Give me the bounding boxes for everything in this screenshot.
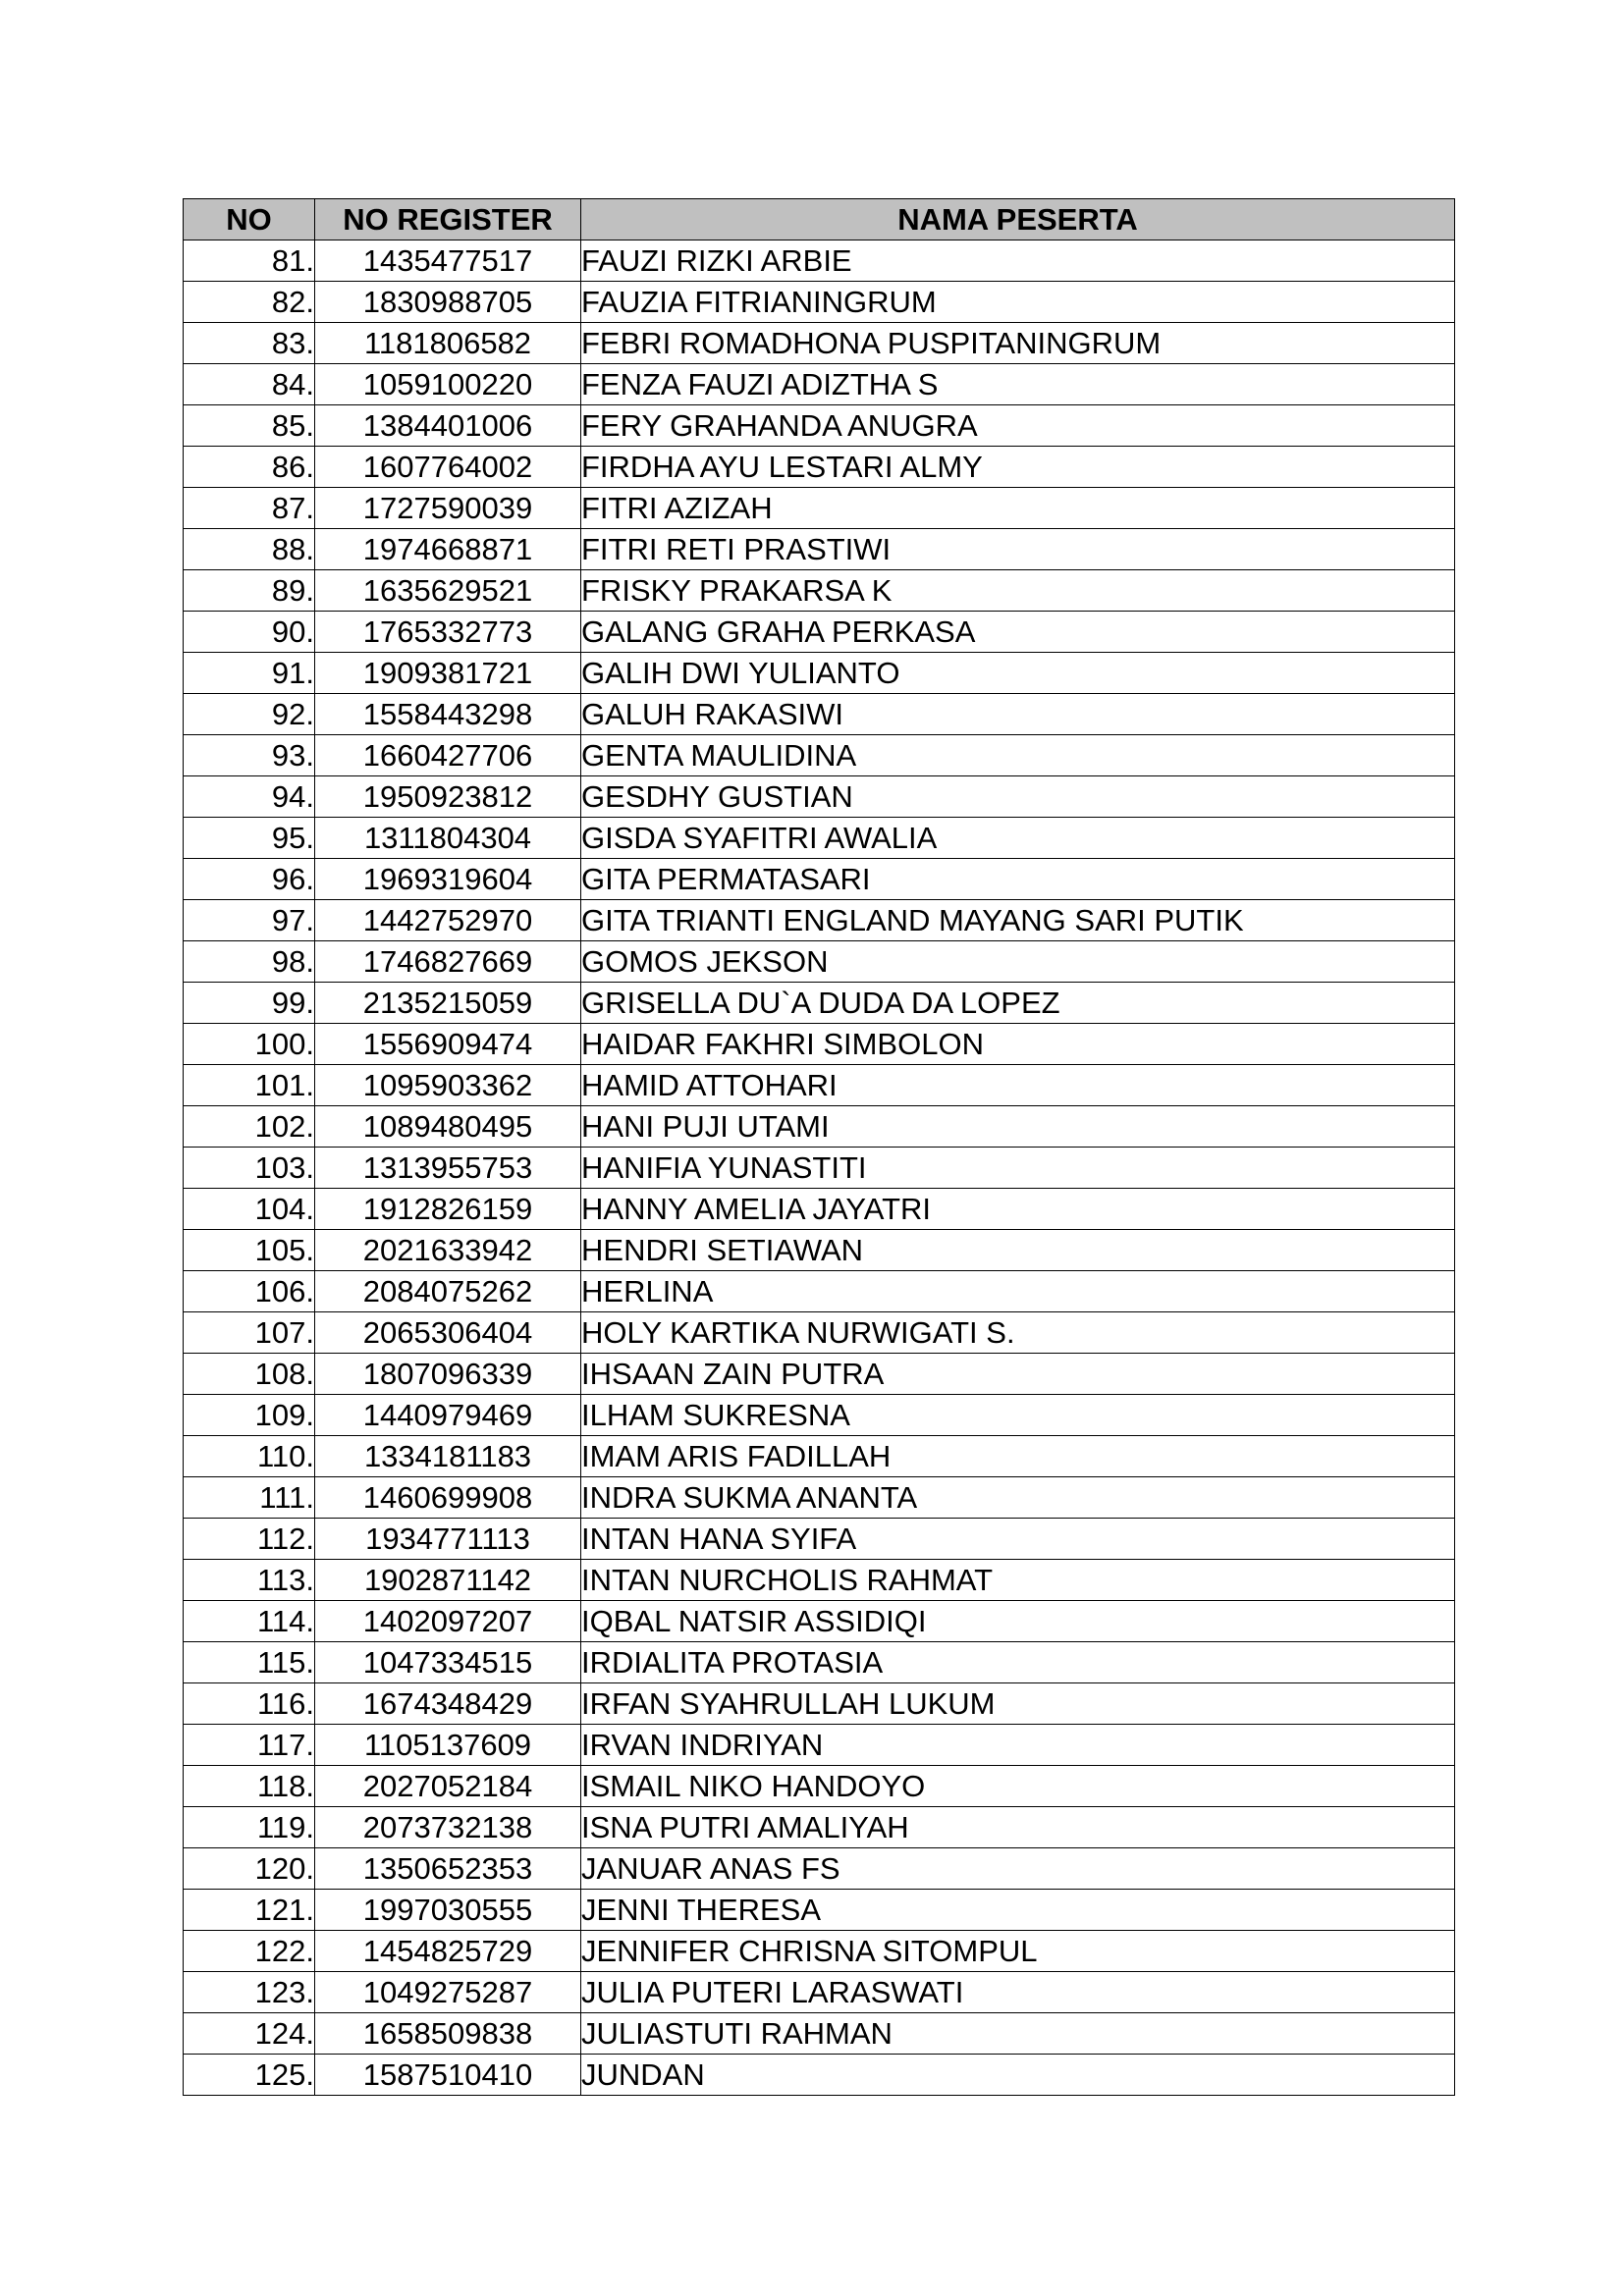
register-number: 2021633942 bbox=[315, 1230, 581, 1271]
row-number: 95. bbox=[184, 818, 315, 859]
participant-name: JUNDAN bbox=[581, 2055, 1455, 2096]
table-row bbox=[184, 2013, 1455, 2055]
participant-name: GALIH DWI YULIANTO bbox=[581, 653, 1455, 694]
row-number: 115. bbox=[184, 1642, 315, 1683]
header-register: NO REGISTER bbox=[315, 199, 581, 240]
participant-name: GOMOS JEKSON bbox=[581, 941, 1455, 983]
participant-name: GISDA SYAFITRI AWALIA bbox=[581, 818, 1455, 859]
register-number: 1181806582 bbox=[315, 323, 581, 364]
participant-name: HANIFIA YUNASTITI bbox=[581, 1148, 1455, 1189]
row-number: 118. bbox=[184, 1766, 315, 1807]
participant-name: HANI PUJI UTAMI bbox=[581, 1106, 1455, 1148]
register-number: 1313955753 bbox=[315, 1148, 581, 1189]
register-number: 1969319604 bbox=[315, 859, 581, 900]
register-number: 1059100220 bbox=[315, 364, 581, 405]
participant-name: FAUZI RIZKI ARBIE bbox=[581, 240, 1455, 282]
table-row bbox=[184, 1848, 1455, 1890]
table-row bbox=[184, 323, 1455, 364]
table-row bbox=[184, 694, 1455, 735]
row-number: 99. bbox=[184, 983, 315, 1024]
participant-name: GENTA MAULIDINA bbox=[581, 735, 1455, 776]
participant-name: GITA PERMATASARI bbox=[581, 859, 1455, 900]
register-number: 1049275287 bbox=[315, 1972, 581, 2013]
table-row bbox=[184, 1972, 1455, 2013]
participant-name: GITA TRIANTI ENGLAND MAYANG SARI PUTIK bbox=[581, 900, 1455, 941]
row-number: 88. bbox=[184, 529, 315, 570]
table-row bbox=[184, 529, 1455, 570]
row-number: 123. bbox=[184, 1972, 315, 2013]
row-number: 98. bbox=[184, 941, 315, 983]
table-row bbox=[184, 488, 1455, 529]
participant-name: GESDHY GUSTIAN bbox=[581, 776, 1455, 818]
table-row bbox=[184, 1642, 1455, 1683]
table-row bbox=[184, 1106, 1455, 1148]
table-row bbox=[184, 1271, 1455, 1312]
register-number: 1384401006 bbox=[315, 405, 581, 447]
register-number: 1674348429 bbox=[315, 1683, 581, 1725]
participant-name: FENZA FAUZI ADIZTHA S bbox=[581, 364, 1455, 405]
participant-name: HENDRI SETIAWAN bbox=[581, 1230, 1455, 1271]
row-number: 117. bbox=[184, 1725, 315, 1766]
participant-table bbox=[183, 198, 1455, 2096]
participant-name: JULIASTUTI RAHMAN bbox=[581, 2013, 1455, 2055]
participant-name: HERLINA bbox=[581, 1271, 1455, 1312]
row-number: 87. bbox=[184, 488, 315, 529]
register-number: 1807096339 bbox=[315, 1354, 581, 1395]
row-number: 106. bbox=[184, 1271, 315, 1312]
table-row bbox=[184, 1354, 1455, 1395]
participant-name: GRISELLA DU`A DUDA DA LOPEZ bbox=[581, 983, 1455, 1024]
table-row bbox=[184, 1683, 1455, 1725]
table-row bbox=[184, 900, 1455, 941]
row-number: 119. bbox=[184, 1807, 315, 1848]
table-row bbox=[184, 776, 1455, 818]
participant-name: ISMAIL NIKO HANDOYO bbox=[581, 1766, 1455, 1807]
participant-name: FIRDHA AYU LESTARI ALMY bbox=[581, 447, 1455, 488]
row-number: 114. bbox=[184, 1601, 315, 1642]
table-row bbox=[184, 1230, 1455, 1271]
row-number: 113. bbox=[184, 1560, 315, 1601]
participant-name: JENNIFER CHRISNA SITOMPUL bbox=[581, 1931, 1455, 1972]
participant-name: FAUZIA FITRIANINGRUM bbox=[581, 282, 1455, 323]
register-number: 1089480495 bbox=[315, 1106, 581, 1148]
register-number: 2135215059 bbox=[315, 983, 581, 1024]
table-row bbox=[184, 1024, 1455, 1065]
row-number: 120. bbox=[184, 1848, 315, 1890]
row-number: 101. bbox=[184, 1065, 315, 1106]
participant-name: IRVAN INDRIYAN bbox=[581, 1725, 1455, 1766]
register-number: 1997030555 bbox=[315, 1890, 581, 1931]
register-number: 1460699908 bbox=[315, 1477, 581, 1519]
table-row bbox=[184, 2055, 1455, 2096]
row-number: 89. bbox=[184, 570, 315, 612]
table-row bbox=[184, 653, 1455, 694]
table-row bbox=[184, 1931, 1455, 1972]
row-number: 124. bbox=[184, 2013, 315, 2055]
table-row bbox=[184, 1807, 1455, 1848]
register-number: 1402097207 bbox=[315, 1601, 581, 1642]
participant-name: HOLY KARTIKA NURWIGATI S. bbox=[581, 1312, 1455, 1354]
register-number: 1442752970 bbox=[315, 900, 581, 941]
participant-name: JULIA PUTERI LARASWATI bbox=[581, 1972, 1455, 2013]
row-number: 84. bbox=[184, 364, 315, 405]
register-number: 1909381721 bbox=[315, 653, 581, 694]
table-row bbox=[184, 941, 1455, 983]
participant-name: HANNY AMELIA JAYATRI bbox=[581, 1189, 1455, 1230]
participant-name: FRISKY PRAKARSA K bbox=[581, 570, 1455, 612]
participant-name: GALANG GRAHA PERKASA bbox=[581, 612, 1455, 653]
table-row bbox=[184, 983, 1455, 1024]
table-row bbox=[184, 1519, 1455, 1560]
register-number: 2065306404 bbox=[315, 1312, 581, 1354]
table-row bbox=[184, 405, 1455, 447]
register-number: 1950923812 bbox=[315, 776, 581, 818]
table-row bbox=[184, 859, 1455, 900]
register-number: 2073732138 bbox=[315, 1807, 581, 1848]
header-name: NAMA PESERTA bbox=[581, 199, 1455, 240]
table-row bbox=[184, 1189, 1455, 1230]
participant-name: GALUH RAKASIWI bbox=[581, 694, 1455, 735]
row-number: 86. bbox=[184, 447, 315, 488]
table-body bbox=[184, 240, 1455, 2096]
table-row bbox=[184, 570, 1455, 612]
register-number: 1311804304 bbox=[315, 818, 581, 859]
register-number: 1830988705 bbox=[315, 282, 581, 323]
row-number: 91. bbox=[184, 653, 315, 694]
register-number: 1660427706 bbox=[315, 735, 581, 776]
table-row bbox=[184, 1560, 1455, 1601]
row-number: 122. bbox=[184, 1931, 315, 1972]
participant-name: IRFAN SYAHRULLAH LUKUM bbox=[581, 1683, 1455, 1725]
participant-name: INTAN HANA SYIFA bbox=[581, 1519, 1455, 1560]
row-number: 112. bbox=[184, 1519, 315, 1560]
register-number: 1558443298 bbox=[315, 694, 581, 735]
row-number: 83. bbox=[184, 323, 315, 364]
row-number: 97. bbox=[184, 900, 315, 941]
participant-name: ILHAM SUKRESNA bbox=[581, 1395, 1455, 1436]
row-number: 94. bbox=[184, 776, 315, 818]
register-number: 1334181183 bbox=[315, 1436, 581, 1477]
row-number: 100. bbox=[184, 1024, 315, 1065]
table-row bbox=[184, 1601, 1455, 1642]
participant-name: INDRA SUKMA ANANTA bbox=[581, 1477, 1455, 1519]
row-number: 104. bbox=[184, 1189, 315, 1230]
row-number: 105. bbox=[184, 1230, 315, 1271]
register-number: 1934771113 bbox=[315, 1519, 581, 1560]
table-row bbox=[184, 240, 1455, 282]
participant-name: HAMID ATTOHARI bbox=[581, 1065, 1455, 1106]
register-number: 1902871142 bbox=[315, 1560, 581, 1601]
register-number: 1047334515 bbox=[315, 1642, 581, 1683]
participant-name: IQBAL NATSIR ASSIDIQI bbox=[581, 1601, 1455, 1642]
table-row bbox=[184, 1436, 1455, 1477]
row-number: 107. bbox=[184, 1312, 315, 1354]
table-row bbox=[184, 1312, 1455, 1354]
participant-name: ISNA PUTRI AMALIYAH bbox=[581, 1807, 1455, 1848]
participant-name: IMAM ARIS FADILLAH bbox=[581, 1436, 1455, 1477]
register-number: 1435477517 bbox=[315, 240, 581, 282]
row-number: 102. bbox=[184, 1106, 315, 1148]
participant-name: FITRI RETI PRASTIWI bbox=[581, 529, 1455, 570]
register-number: 1105137609 bbox=[315, 1725, 581, 1766]
participant-name: FEBRI ROMADHONA PUSPITANINGRUM bbox=[581, 323, 1455, 364]
table-row bbox=[184, 1148, 1455, 1189]
register-number: 1556909474 bbox=[315, 1024, 581, 1065]
register-number: 1587510410 bbox=[315, 2055, 581, 2096]
table-row bbox=[184, 1890, 1455, 1931]
participant-name: JENNI THERESA bbox=[581, 1890, 1455, 1931]
register-number: 2027052184 bbox=[315, 1766, 581, 1807]
register-number: 1454825729 bbox=[315, 1931, 581, 1972]
row-number: 90. bbox=[184, 612, 315, 653]
table-row bbox=[184, 1065, 1455, 1106]
row-number: 121. bbox=[184, 1890, 315, 1931]
table-row bbox=[184, 447, 1455, 488]
register-number: 1974668871 bbox=[315, 529, 581, 570]
register-number: 1635629521 bbox=[315, 570, 581, 612]
row-number: 85. bbox=[184, 405, 315, 447]
participant-name: IHSAAN ZAIN PUTRA bbox=[581, 1354, 1455, 1395]
participant-name: INTAN NURCHOLIS RAHMAT bbox=[581, 1560, 1455, 1601]
row-number: 109. bbox=[184, 1395, 315, 1436]
table-row bbox=[184, 818, 1455, 859]
table-row bbox=[184, 612, 1455, 653]
register-number: 1095903362 bbox=[315, 1065, 581, 1106]
header-row bbox=[184, 199, 1455, 240]
table-row bbox=[184, 1766, 1455, 1807]
participant-name: IRDIALITA PROTASIA bbox=[581, 1642, 1455, 1683]
row-number: 81. bbox=[184, 240, 315, 282]
table-row bbox=[184, 735, 1455, 776]
participant-name: FERY GRAHANDA ANUGRA bbox=[581, 405, 1455, 447]
row-number: 92. bbox=[184, 694, 315, 735]
table-header bbox=[184, 199, 1455, 240]
row-number: 103. bbox=[184, 1148, 315, 1189]
row-number: 110. bbox=[184, 1436, 315, 1477]
register-number: 1658509838 bbox=[315, 2013, 581, 2055]
row-number: 116. bbox=[184, 1683, 315, 1725]
register-number: 1765332773 bbox=[315, 612, 581, 653]
table-row bbox=[184, 364, 1455, 405]
header-no: NO bbox=[184, 199, 315, 240]
document-page bbox=[183, 198, 1455, 2096]
participant-name: FITRI AZIZAH bbox=[581, 488, 1455, 529]
table-row bbox=[184, 1477, 1455, 1519]
register-number: 1727590039 bbox=[315, 488, 581, 529]
register-number: 1746827669 bbox=[315, 941, 581, 983]
row-number: 125. bbox=[184, 2055, 315, 2096]
participant-name: HAIDAR FAKHRI SIMBOLON bbox=[581, 1024, 1455, 1065]
table-row bbox=[184, 1725, 1455, 1766]
register-number: 1912826159 bbox=[315, 1189, 581, 1230]
row-number: 93. bbox=[184, 735, 315, 776]
register-number: 1607764002 bbox=[315, 447, 581, 488]
register-number: 2084075262 bbox=[315, 1271, 581, 1312]
table-row bbox=[184, 282, 1455, 323]
register-number: 1350652353 bbox=[315, 1848, 581, 1890]
row-number: 111. bbox=[184, 1477, 315, 1519]
row-number: 96. bbox=[184, 859, 315, 900]
row-number: 108. bbox=[184, 1354, 315, 1395]
row-number: 82. bbox=[184, 282, 315, 323]
participant-name: JANUAR ANAS FS bbox=[581, 1848, 1455, 1890]
table-row bbox=[184, 1395, 1455, 1436]
register-number: 1440979469 bbox=[315, 1395, 581, 1436]
